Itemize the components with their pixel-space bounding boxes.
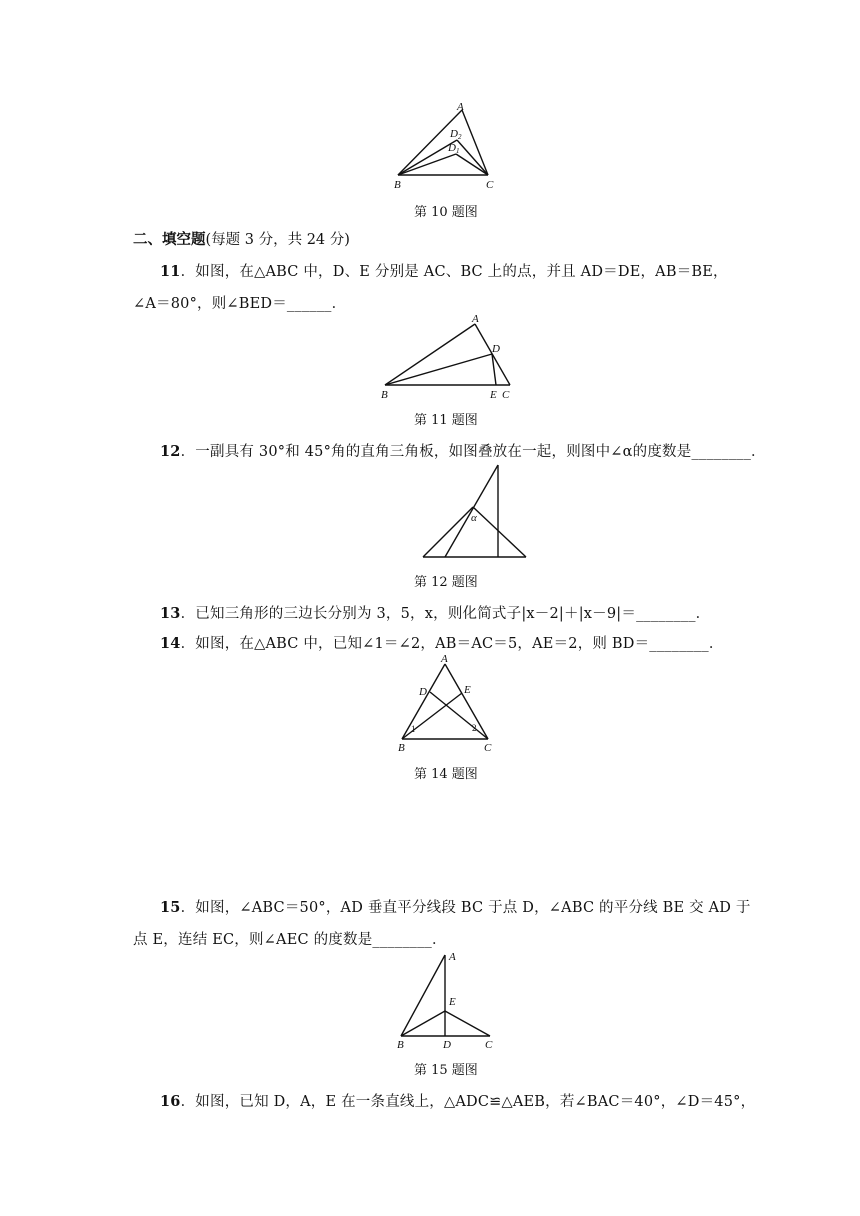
label-b: B	[394, 179, 401, 191]
label-e: E	[464, 684, 471, 696]
label-d1: D	[448, 142, 456, 154]
figure-14-caption: 第 14 题图	[414, 767, 478, 782]
question-15-line-2: 点 E，连结 EC，则∠AEC 的度数是________．	[133, 932, 447, 948]
label-c: C	[486, 179, 494, 191]
question-16-line-1	[160, 1090, 755, 1111]
segment-30-hypotenuse	[445, 465, 498, 557]
figure-12-caption: 第 12 题图	[414, 575, 478, 590]
label-d: D	[492, 343, 500, 355]
question-15-number: 15	[160, 899, 181, 916]
segment-ac	[462, 110, 488, 175]
question-12-text-1: ．一副具有 30°和 45°角的直角三角板，如图叠放在一起，则图中∠α的度数是________．	[180, 444, 766, 460]
label-d: D	[419, 686, 427, 698]
figure-14	[393, 652, 503, 754]
question-16-text-1: ．如图，已知 D，A，E 在一条直线上，△ADC≌△AEB，若∠BAC＝40°，∠D＝45°，	[180, 1094, 756, 1110]
segment-ec	[445, 1011, 490, 1036]
segment-bd	[385, 354, 492, 385]
section-title: 二、填空题	[133, 231, 206, 248]
question-14-number: 14	[160, 635, 181, 652]
segment-cd	[430, 692, 488, 739]
question-16-number: 16	[160, 1093, 181, 1110]
label-a: A	[472, 313, 479, 325]
figure-15	[392, 948, 502, 1050]
question-12-line-1	[160, 440, 766, 461]
question-13-number: 13	[160, 605, 181, 622]
segment-45-leg	[473, 507, 526, 557]
label-c: C	[484, 742, 492, 754]
label-angle-2: 2	[472, 723, 477, 733]
label-b: B	[397, 1039, 404, 1051]
label-e: E	[449, 996, 456, 1008]
label-d2: D	[450, 128, 458, 140]
question-14-text-1: ．如图，在△ABC 中，已知∠1＝∠2，AB＝AC＝5，AE＝2，则 BD＝________．	[180, 636, 724, 652]
label-c: C	[485, 1039, 493, 1051]
question-11-number: 11	[160, 263, 181, 280]
label-a: A	[457, 101, 464, 113]
figure-11	[375, 312, 525, 404]
figure-15-caption: 第 15 题图	[414, 1063, 478, 1078]
label-b: B	[381, 389, 388, 401]
question-11-line-1	[160, 260, 728, 281]
figure-10	[390, 100, 510, 195]
label-c: C	[502, 389, 510, 401]
label-a: A	[449, 951, 456, 963]
label-a: A	[441, 653, 448, 665]
figure-15-diagram	[392, 948, 502, 1050]
question-15-line-1	[160, 896, 751, 917]
label-alpha: α	[471, 512, 477, 524]
segment-ba	[402, 664, 445, 739]
question-11-line-2: ∠A＝80°，则∠BED＝______．	[133, 296, 347, 312]
segment-ba	[385, 324, 475, 385]
question-14-line-1	[160, 632, 724, 653]
question-15-text-1: ．如图，∠ABC＝50°，AD 垂直平分线段 BC 于点 D，∠ABC 的平分线 BE 交 AD 于	[180, 900, 751, 916]
question-11-text-1: ．如图，在△ABC 中，D、E 分别是 AC、BC 上的点，并且 AD＝DE，AB＝BE，	[180, 264, 728, 280]
segment-45-hypotenuse	[423, 507, 473, 557]
label-angle-1: 1	[411, 724, 416, 734]
question-13-line-1	[160, 602, 710, 623]
figure-12	[418, 460, 533, 562]
label-d: D	[443, 1039, 451, 1051]
label-d2-sub: 2	[458, 133, 462, 141]
figure-12-diagram	[418, 460, 533, 562]
label-d1-sub: 1	[456, 147, 460, 155]
figure-10-diagram	[390, 100, 510, 195]
section-note: (每题 3 分，共 24 分)	[205, 232, 350, 248]
figure-10-caption: 第 10 题图	[414, 205, 478, 220]
question-12-number: 12	[160, 443, 181, 460]
label-e: E	[490, 389, 497, 401]
figure-11-diagram	[375, 312, 525, 404]
label-b: B	[398, 742, 405, 754]
figure-14-diagram	[393, 652, 503, 754]
question-13-text-1: ．已知三角形的三边长分别为 3，5，x，则化简式子|x－2|＋|x－9|＝________．	[180, 606, 711, 622]
section-heading	[133, 228, 350, 249]
figure-11-caption: 第 11 题图	[414, 413, 478, 428]
